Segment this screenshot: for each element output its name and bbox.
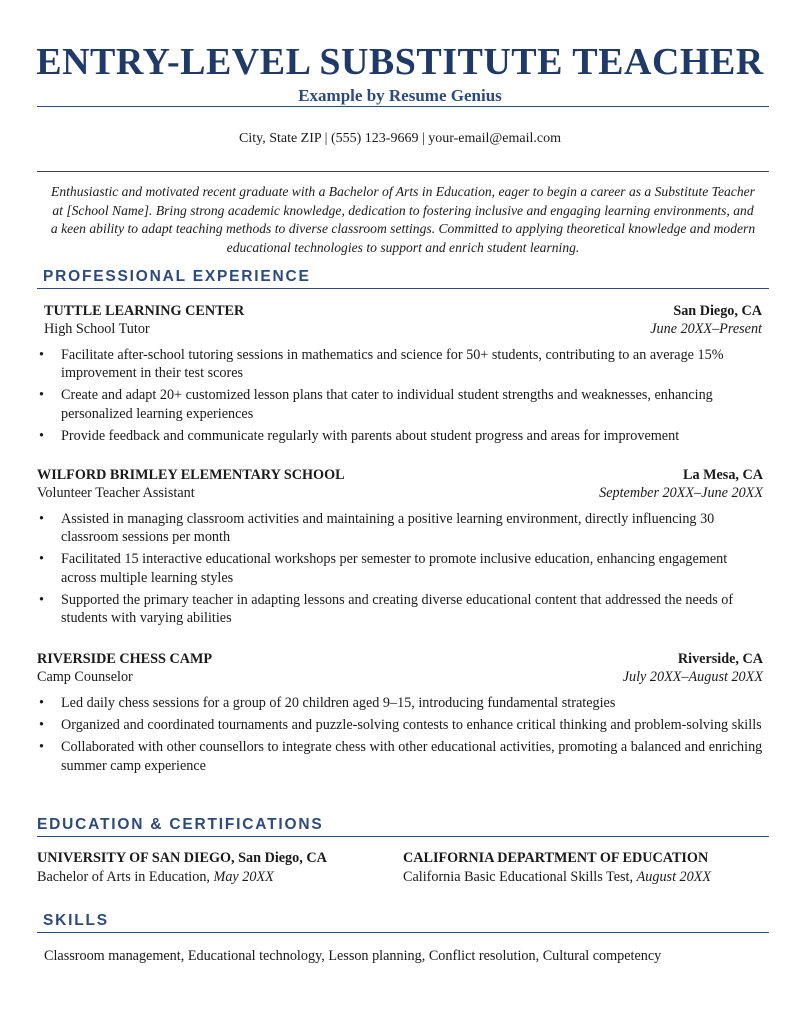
list-item: • Led daily chess sessions for a group of 20 children aged 9–15, introducing fundamental strategies — [39, 695, 616, 711]
bullet-icon: • — [39, 591, 44, 608]
job-role: Volunteer Teacher Assistant — [37, 485, 195, 501]
education-date: May 20XX — [213, 868, 274, 885]
job-organization: RIVERSIDE CHESS CAMP — [37, 651, 213, 667]
education-credential: Bachelor of Arts in Education, May 20XX — [37, 868, 274, 885]
job-location: La Mesa, CA — [683, 467, 763, 483]
list-item: • Facilitated 15 interactive educational workshops per semester to promote inclusive education, enhancing engagement across multiple learning styles — [39, 551, 728, 586]
job-entry — [37, 650, 763, 779]
job-organization: TUTTLE LEARNING CENTER — [44, 303, 245, 319]
bullet-icon: • — [39, 695, 44, 711]
section-heading-experience: PROFESSIONAL EXPERIENCE — [37, 268, 769, 289]
list-item: • Provide feedback and communicate regularly with parents about student progress and areas for improvement — [39, 427, 680, 444]
header-divider — [37, 106, 769, 107]
job-dates: September 20XX–June 20XX — [599, 485, 763, 501]
bullet-icon: • — [39, 551, 44, 568]
job-location: San Diego, CA — [673, 303, 762, 319]
list-item: • Collaborated with other counsellors to integrate chess with other educational activities, promoting a balanced and enriching summer camp experience — [39, 739, 763, 774]
list-item: • Facilitate after-school tutoring sessions in mathematics and science for 50+ students, contributing to an average 15% improvement in their test scores — [39, 347, 724, 382]
education-date: August 20XX — [636, 868, 712, 885]
job-bullets — [37, 694, 763, 775]
bullet-icon: • — [39, 387, 44, 404]
contact-line: City, State ZIP | (555) 123-9669 | your-email@email.com — [238, 131, 561, 146]
job-bullets — [37, 346, 762, 445]
bullet-icon: • — [39, 511, 44, 527]
job-bullets — [37, 510, 763, 627]
contact-divider — [37, 171, 769, 172]
education-institution: CALIFORNIA DEPARTMENT OF EDUCATION — [403, 850, 709, 866]
bullet-icon: • — [39, 717, 44, 734]
section-heading-education: EDUCATION & CERTIFICATIONS — [37, 816, 769, 837]
job-role: Camp Counselor — [37, 669, 133, 685]
summary-paragraph: Enthusiastic and motivated recent graduate with a Bachelor of Arts in Education, eager to begin a career as a Substitute Teacher at [School Name]. Bring strong academic knowledge, dedication to fostering inclusive and engaging learning environments, and a keen ability to adapt teaching methods to diverse classroom settings. Committed to applying theoretical knowledge and modern educational technologies to support and enrich student learning. — [50, 184, 756, 255]
job-dates: June 20XX–Present — [650, 321, 762, 337]
list-item: • Create and adapt 20+ customized lesson plans that cater to individual student strengths and weaknesses, enhancing personalized learning experiences — [39, 387, 713, 422]
education-credential: California Basic Educational Skills Test, August 20XX — [403, 868, 712, 885]
list-item: • Supported the primary teacher in adapting lessons and creating diverse educational content that addressed the needs of students with varying abilities — [39, 591, 734, 627]
list-item: • Organized and coordinated tournaments and puzzle-solving contests to enhance critical thinking and problem-solving skills — [39, 717, 762, 734]
skills-list: Classroom management, Educational technology, Lesson planning, Conflict resolution, Cultural competency — [44, 948, 662, 964]
job-role: High School Tutor — [44, 321, 150, 337]
education-entry — [403, 849, 711, 886]
resume-byline: Example by Resume Genius — [298, 86, 502, 105]
bullet-icon: • — [39, 427, 44, 444]
job-entry — [37, 466, 763, 631]
job-organization: WILFORD BRIMLEY ELEMENTARY SCHOOL — [37, 467, 345, 483]
resume-name-title: ENTRY-LEVEL SUBSTITUTE TEACHER — [36, 41, 764, 83]
job-location: Riverside, CA — [677, 651, 763, 667]
job-dates: July 20XX–August 20XX — [622, 669, 763, 685]
bullet-icon: • — [39, 347, 44, 363]
job-entry — [39, 302, 762, 449]
bullet-icon: • — [39, 739, 44, 756]
list-item: • Assisted in managing classroom activities and maintaining a positive learning environment, directly influencing 30 classroom sessions per month — [39, 511, 715, 546]
education-entry — [37, 849, 327, 886]
section-heading-skills: SKILLS — [37, 912, 769, 933]
education-institution: UNIVERSITY OF SAN DIEGO, San Diego, CA — [37, 850, 327, 866]
